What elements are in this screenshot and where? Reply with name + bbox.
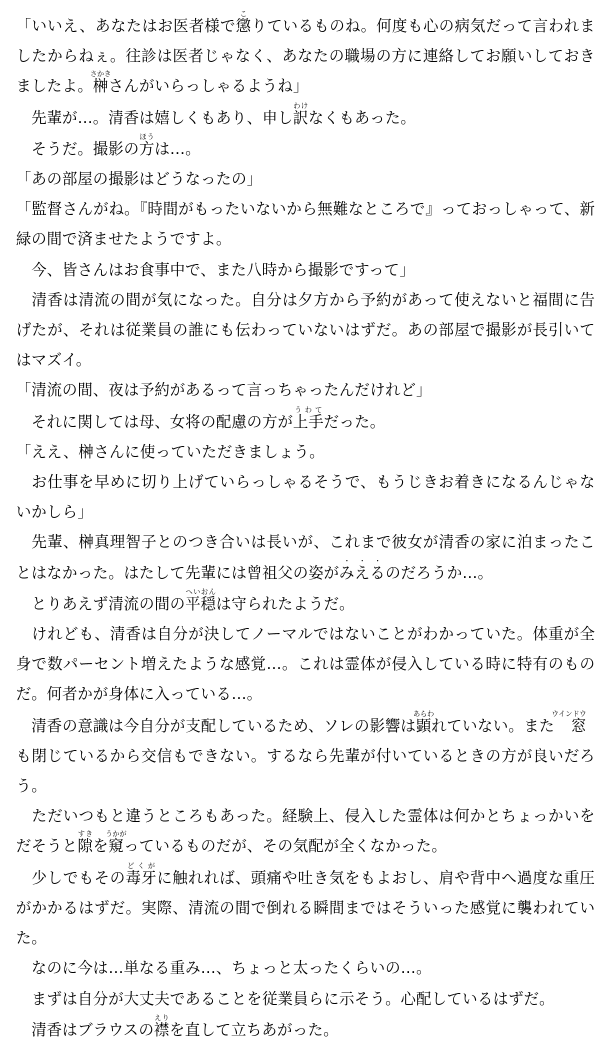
paragraph [16,194,595,254]
paragraph [16,102,595,133]
ruby-reading: どくが [125,861,157,870]
ruby-annotation [185,587,217,613]
paragraph [16,862,595,954]
text-run: 先輩が…。清香は嬉しくもあり、申し [16,108,293,127]
ruby-base: 窓 [551,716,587,735]
ruby-reading: わけ [292,101,309,110]
text-run: けれども、清香は自分が決してノーマルではないことがわかっていた。体重が全身で数パーセント増えたような感覚…。これは霊体が侵入している時に特有のものだ。何者かが身体に入っている…。 [16,625,595,704]
ruby-base: 懲 [235,17,252,35]
ruby-base: みえる [339,563,386,582]
text-run: まずは自分が大丈夫であることを従業員らに示そう。心配しているはずだ。 [16,989,555,1008]
text-run: 「あの部屋の撮影はどうなったの」 [16,170,263,189]
paragraph [16,953,595,983]
ruby-annotation [105,830,127,856]
paragraph [16,375,595,405]
text-run: お仕事を早めに切り上げていらっしゃるそうで、もうじきお着きになるんじゃないかしら」 [16,473,595,522]
ruby-base: 顕 [413,716,435,735]
ruby-reading: うかが [105,830,127,839]
ruby-annotation [292,101,309,127]
text-run: とりあえず清流の間の [16,594,186,613]
text-run: ただいつもと違うところもあった。経験上、侵入した霊体は何かとちょっかいをだそうと [16,807,595,856]
text-run: は…。 [154,139,201,158]
ruby-base: 上手 [292,412,324,431]
text-run: 今、皆さんはお食事中で、また八時から撮影ですって」 [16,260,415,279]
text-run: は守られたようだ。 [216,594,355,613]
ruby-base: 榊 [90,77,112,96]
ruby-annotation [551,709,587,735]
ruby-annotation [292,405,324,431]
ruby-reading: あらわ [413,709,435,718]
paragraph [16,164,595,194]
ruby-annotation [154,1013,170,1039]
text-run: 「監督さんがね。『時間がもったいないから無難なところで』っておっしゃって、新緑の間で済ませたようですよ。 [16,200,595,249]
text-run: 清香は清流の間が気になった。自分は夕方から予約があって使えないと福間に告げたが、それは従業員の誰にも伝わっていないはずだ。あの部屋で撮影が長引いてはマズイ。 [16,290,595,370]
ruby-reading: えり [154,1013,170,1022]
ruby-annotation [125,861,157,887]
ruby-reading: ほう [139,132,155,141]
text-run: 「清流の間、夜は予約があるって言っちゃったんだけれど」 [16,381,432,400]
paragraph [16,255,595,285]
ruby-base: 隙 [77,837,93,856]
paragraph [16,710,595,802]
text-run: に触れれば、頭痛や吐き気をもよおし、肩や背中へ過度な重圧がかかるはずだ。実際、清流の間で倒れる瞬間まではそういった感覚に襲われていた。 [16,868,595,948]
paragraph [16,588,595,619]
text-run: のだろうか…。 [385,563,494,582]
text-run: そうだ。撮影の [16,139,140,158]
ruby-reading: ウインドウ [551,709,587,718]
paragraph [16,133,595,164]
ruby-base: 窺 [105,837,127,856]
ruby-annotation [235,10,252,35]
paragraph [16,467,595,527]
ruby-base: 平穏 [185,594,217,613]
paragraph [16,437,595,467]
ruby-annotation [139,132,155,158]
ruby-reading: こ [235,10,252,18]
text-run: 清香はブラウスの [16,1020,155,1039]
ruby-base: 方 [139,139,155,158]
ruby-base: 訳 [292,108,309,127]
paragraph [16,619,595,710]
paragraph [16,406,595,437]
ruby-reading: へいおん [185,587,217,596]
ruby-reading: ・・・ [339,556,386,565]
text-run: だった。 [323,412,386,431]
paragraph [16,10,595,102]
ruby-reading: うわて [292,405,324,414]
text-run: なくもあった。 [308,108,416,127]
text-run: れていない。また [431,716,555,735]
text-run: 清香の意識は今自分が支配しているため、ソレの影響は [16,716,416,735]
paragraph [16,527,595,587]
text-run: りているものね。何度も心の病気だって言われましたからねぇ。往診は医者じゃなく、あなたの職場の方に連絡してお願いしておきましたよ。 [16,17,595,96]
ruby-annotation [339,556,386,582]
ruby-base: 毒牙 [125,868,157,887]
paragraph [16,285,595,376]
text-run: 「いいえ、あなたはお医者様で [16,17,236,35]
ruby-annotation [77,830,93,856]
paragraph [16,1014,595,1045]
ruby-annotation [90,70,112,96]
text-run: を直して立ちあがった。 [169,1020,339,1039]
text-run: も閉じているから交信もできない。するなら先輩が付いているときの方が良いだろう。 [16,746,595,796]
ruby-reading: すき [77,830,93,839]
text-run: っているものだが、その気配が全くなかった。 [123,837,447,856]
text-run: を [92,837,109,856]
ruby-base: 襟 [154,1020,170,1039]
paragraph [16,801,595,861]
text-run: それに関しては母、女将の配慮の方が [16,412,293,431]
text-run: 少しでもその [16,868,126,887]
ruby-annotation [413,709,435,735]
paragraph [16,984,595,1014]
text-run: さんがいらっしゃるようね」 [108,77,309,96]
ruby-reading: さかき [90,70,112,79]
text-run: なのに今は…単なる重み…、ちょっと太ったくらいの…。 [16,959,432,978]
text-run: 先輩、榊真理智子とのつき合いは長いが、これまで彼女が清香の家に泊まったことはなかった。はたして先輩には曾祖父の姿が [16,533,595,582]
text-run: 「ええ、榊さんに使っていただきましょう。 [16,442,325,461]
